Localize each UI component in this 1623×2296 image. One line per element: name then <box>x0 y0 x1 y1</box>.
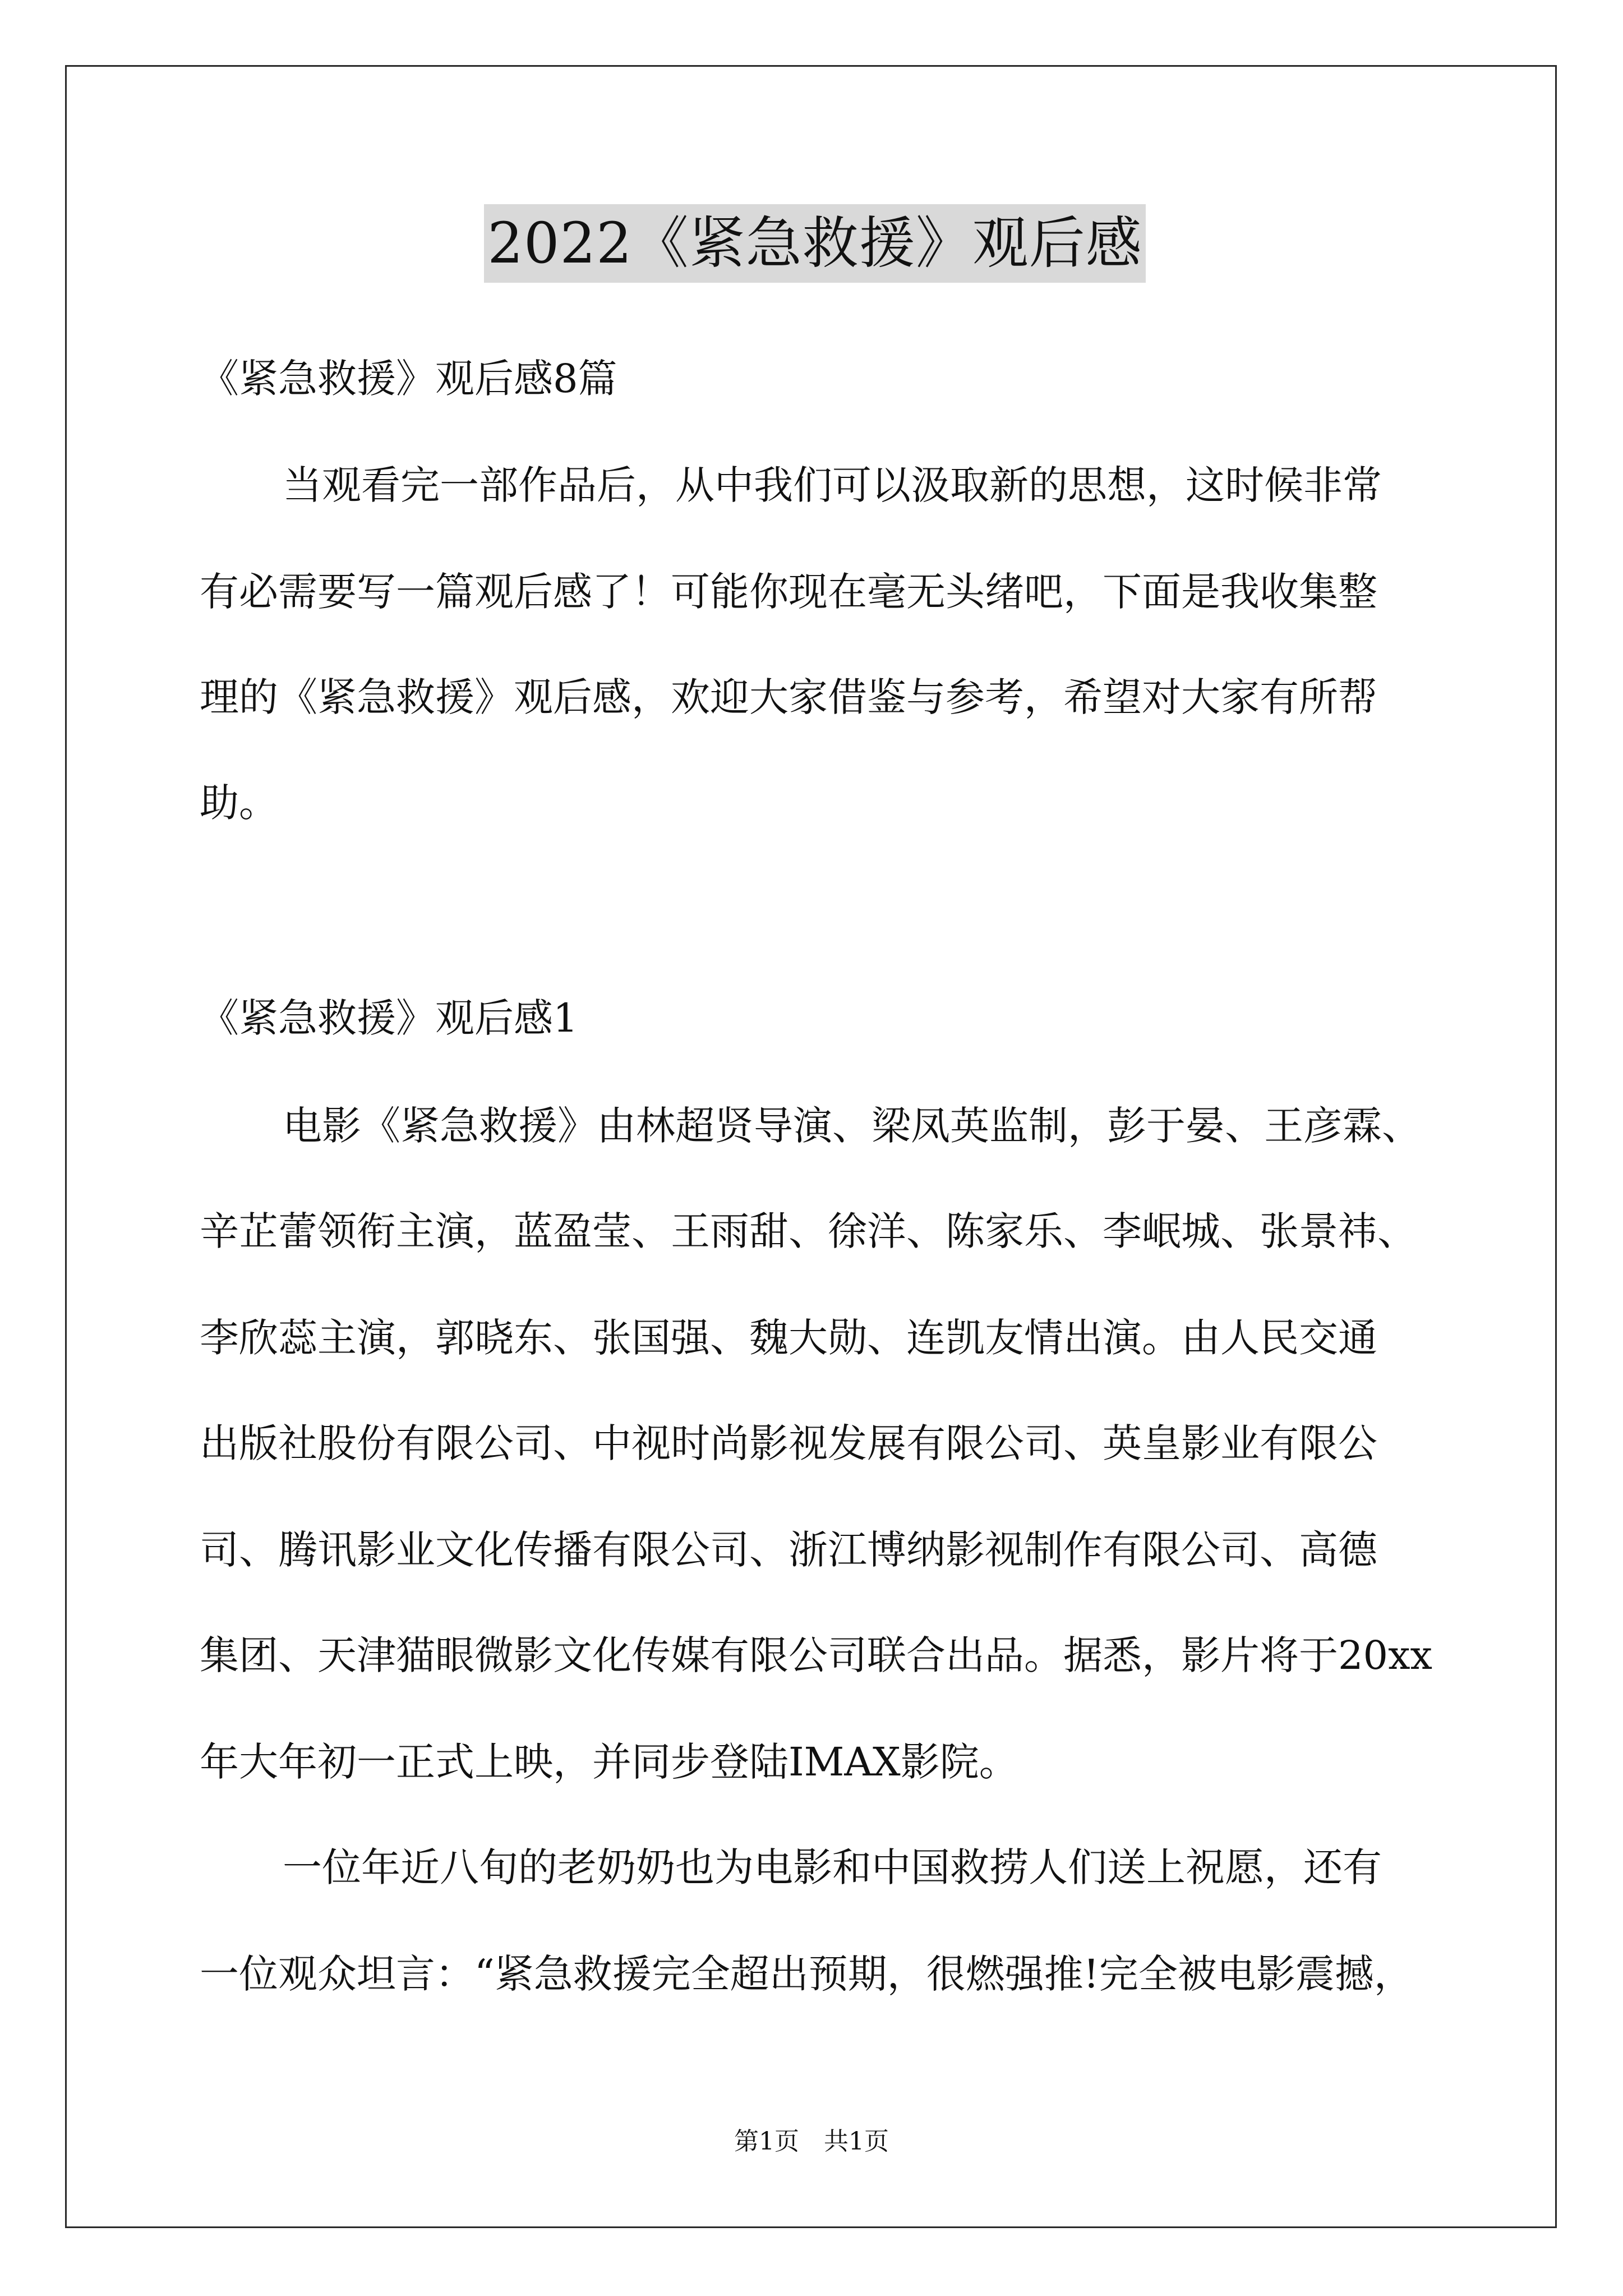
document-subtitle: 《紧急救援》观后感8篇 <box>200 356 617 402</box>
title-container <box>200 204 1430 283</box>
paragraph-line: 出版社股份有限公司、中视时尚影视发展有限公司、英皇影业有限公 <box>200 1420 1377 1466</box>
paragraph-line: 辛芷蕾领衔主演，蓝盈莹、王雨甜、徐洋、陈家乐、李岷城、张景祎、 <box>200 1208 1417 1254</box>
paragraph-line: 司、腾讯影业文化传播有限公司、浙江博纳影视制作有限公司、高德 <box>200 1527 1377 1573</box>
paragraph-line: 一位年近八旬的老奶奶也为电影和中国救捞人们送上祝愿，还有 <box>283 1844 1382 1890</box>
intro-line: 助。 <box>200 780 278 826</box>
page-number-footer: 第1页 共1页 <box>734 2127 889 2156</box>
paragraph-line: 电影《紧急救援》由林超贤导演、梁凤英监制，彭于晏、王彦霖、 <box>283 1103 1421 1149</box>
paragraph-line: 年大年初一正式上映，并同步登陆IMAX影院。 <box>200 1739 1018 1785</box>
paragraph-line: 一位观众坦言：“紧急救援完全超出预期，很燃强推!完全被电影震撼， <box>200 1951 1413 1997</box>
intro-line: 当观看完一部作品后，从中我们可以汲取新的思想，这时候非常 <box>283 462 1382 508</box>
intro-line: 有必需要写一篇观后感了！可能你现在毫无头绪吧，下面是我收集整 <box>200 569 1377 615</box>
paragraph-line: 集团、天津猫眼微影文化传媒有限公司联合出品。据悉，影片将于20xx <box>200 1632 1433 1678</box>
section-heading: 《紧急救援》观后感1 <box>200 995 578 1041</box>
paragraph-line: 李欣蕊主演，郭晓东、张国强、魏大勋、连凯友情出演。由人民交通 <box>200 1315 1377 1361</box>
document-title: 2022《紧急救援》观后感 <box>484 204 1146 283</box>
intro-line: 理的《紧急救援》观后感，欢迎大家借鉴与参考，希望对大家有所帮 <box>200 674 1377 720</box>
